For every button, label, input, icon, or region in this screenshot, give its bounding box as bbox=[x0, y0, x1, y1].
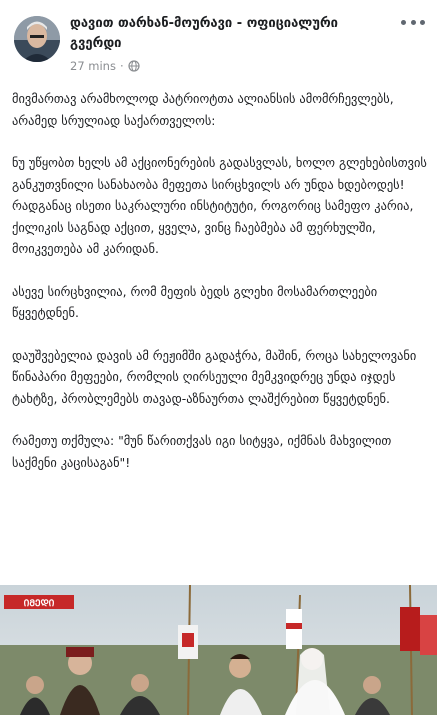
post-timestamp[interactable]: 27 mins bbox=[70, 59, 116, 73]
page-name-link[interactable]: დავით თარხან-მოურავი - ოფიციალური გვერდი bbox=[70, 16, 338, 51]
meta-separator: · bbox=[119, 59, 124, 73]
post-paragraph: ასევე სირცხვილია, რომ მეფის ბედს გლეხი მოსამართლეები წყვეტდნენ. bbox=[12, 283, 378, 320]
globe-icon bbox=[128, 60, 140, 72]
post-paragraph: ნუ უწყობთ ხელს ამ აქციონერების გადასვლას, ხოლო გლეხებისთვის განკუთვნილი სანახაობა მეფეთა სირცხვილს არ უნდა ხდებოდეს! რადგანაც ისეთი საკრალური ინსტიტუტი, როგორიც სამეფო კარია, ქილიკის საგნად აქცით, ყველა, ვინც ჩაებმება ამ ფერხულში, მოიკვეთება ამ კარიდან. bbox=[12, 155, 427, 256]
more-options-icon[interactable] bbox=[401, 14, 425, 30]
post-photo[interactable] bbox=[0, 585, 437, 715]
tv-channel-logo: ᲘᲛᲔᲓᲘ bbox=[4, 595, 74, 609]
post-header bbox=[0, 0, 437, 80]
page-avatar[interactable] bbox=[14, 16, 60, 62]
post-meta bbox=[70, 58, 140, 74]
post-text bbox=[12, 88, 430, 494]
post-paragraph: დაუშვებელია დავის ამ რეჟიმში გადაჭრა, მაშინ, როცა სახელოვანი წინაპარი მეფეები, რომლის ღირსეული მემკვიდრეც უნდა იჯდეს ტახტზე, პრობლემებს თავად-აზნაურთა ლაშქრებით წყვეტდნენ. bbox=[12, 347, 417, 406]
avatar-photo-icon bbox=[14, 16, 60, 62]
post-paragraph: მივმართავ არამხოლოდ პატრიოტთა ალიანსის ამომრჩევლებს, არამედ სრულიად საქართველოს: bbox=[12, 91, 394, 128]
post-paragraph: რამეთუ თქმულა: "მუნ წარითქვას იგი სიტყვა, იქმნას მახვილით საქმენი კაცისაგან"! bbox=[12, 433, 392, 470]
